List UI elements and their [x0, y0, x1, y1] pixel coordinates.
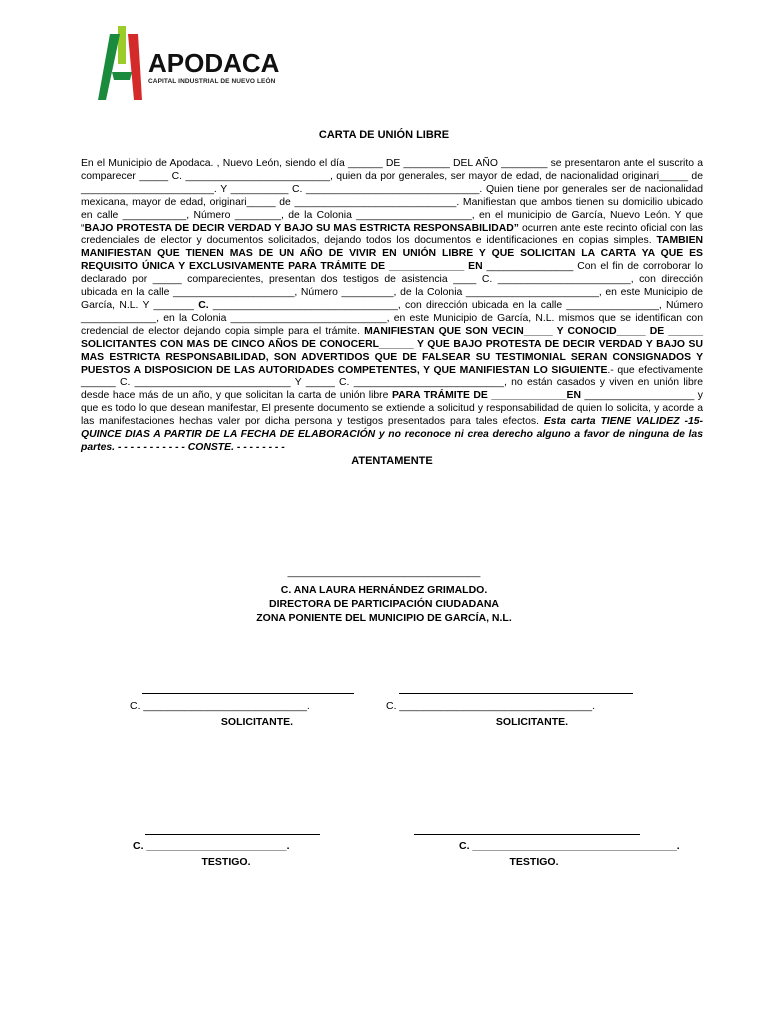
applicant-left-signature-line	[142, 693, 354, 694]
main-paragraph	[81, 158, 703, 455]
bold-text: BAJO PROTESTA DE DECIR VERDAD Y BAJO SU MAS ESTRICTA RESPONSABILIDAD”	[84, 222, 519, 234]
signatory-zone: ZONA PONIENTE DEL MUNICIPIO DE GARCÍA, N.L.	[256, 612, 512, 624]
witness-right-name: C. ___________________________________.	[459, 840, 680, 852]
bold-text: C.	[198, 299, 209, 311]
document-title: CARTA DE UNIÓN LIBRE	[318, 129, 450, 141]
validity-note: Esta carta TIENE VALIDEZ -15-QUINCE DIAS A PARTIR DE LA FECHA DE ELABORACIÓN y no reconoce ni crea derecho alguno a favor de ninguna de las partes. - - - - - - - - - - - CONSTE. - - - - - - - -	[81, 416, 704, 453]
paragraph-text: En el Municipio de Apodaca. , Nuevo León, siendo el día ______ DE ________ DEL AÑO ________ se presentaron ante el suscrito a comparecer _____ C. _________________________, quien da por generales, ser mayor de edad, de nacionalidad originari_____ de _______________________. Y __________ C. ______________________________. Quien tiene por generales ser de nacionalidad mexicana, mayor de edad, originari_____ de ____________________________. Manifiestan que ambos tienen su domicilio ubicado en calle ___________, Número ________, de la Colonia ____________________, en el municipio de García, Nuevo León. Y que “	[81, 158, 703, 234]
witness-left-name: C. ________________________.	[133, 840, 290, 852]
signatory-name: C. ANA LAURA HERNÁNDEZ GRIMALDO.	[280, 584, 488, 596]
bold-text: TAMBIEN MANIFIESTAN QUE TIENEN MAS DE UN AÑO DE VIVIR EN UNIÓN LIBRE Y QUE SOLICITAN LA CARTA YA QUE ES REQUISITO ÚNICA Y EXCLUSIVAMENTE PARA TRÁMITE DE _____________ EN	[81, 235, 703, 273]
witness-right-signature-line	[414, 834, 640, 835]
applicant-left-name: C. ____________________________.	[130, 700, 310, 712]
apodaca-logo	[98, 24, 278, 102]
logo-wordmark: APODACA	[148, 48, 280, 78]
bold-text: MANIFIESTAN QUE SON VECIN_____ Y CONOCID_____ DE ______ SOLICITANTES CON MAS DE CINCO AÑOS DE CONOCERL______ Y QUE BAJO PROTESTA DE DECIR VERDAD Y BAJO SU MAS ESTRICTA RESPONSABILIDAD, SON ADVERTIDOS QUE DE FALSEAR SU TESTIMONIAL SERAN CONSIGNADOS Y PUESTOS A DISPOSICION DE LAS AUTORIDADES COMPETENTES, Y QUE MANIFIESTAN LO SIGUIENTE	[81, 325, 703, 376]
paragraph-text: _______________ Con el fin de corroborar lo declarado por _____ comparecientes, presentan dos testigos de asistencia ____ C. _______________________, con dirección ubicada en la calle _____________________, Número _________, de la Colonia _______________________, en este Municipio de García, N.L. Y _______	[81, 261, 703, 311]
closing-atentamente: ATENTAMENTE	[351, 454, 433, 467]
applicant-right-name: C. _________________________________.	[386, 700, 596, 712]
witness-right-label: TESTIGO.	[509, 856, 559, 868]
witness-left-label: TESTIGO.	[201, 856, 251, 868]
paragraph-text: ________________________________, con dirección ubicada en la calle ________________, Número _____________, en la Colonia ___________________________, en este Municipio de García, N.L. mismos que se identifican con credencial de elector dejando copia simple para el trámite.	[81, 299, 704, 337]
signatory-role: DIRECTORA DE PARTICIPACIÓN CIUDADANA	[268, 598, 500, 610]
applicant-left-label: SOLICITANTE.	[220, 716, 294, 728]
signatory-line: _________________________________	[287, 566, 481, 578]
bold-text: PARA TRÁMITE DE _____________EN	[391, 390, 581, 402]
paragraph-text: .- que efectivamente ______ C. ___________________________ Y _____ C. __________________________, no están casados y viven en unión libre desde hace más de un año, y que solicitan la carta de unión libre	[81, 364, 703, 402]
paragraph-text: .	[536, 416, 544, 428]
paragraph-text: ocurren ante este recinto oficial con las credenciales de elector y documentos solicitados, dejando todos los documentos e identificaciones en copias simples.	[81, 222, 704, 247]
witness-left-signature-line	[145, 834, 320, 835]
applicant-right-signature-line	[399, 693, 633, 694]
paragraph-text: ___________________ y que es todo lo que desean manifestar, El presente documento se extiende a solicitud y responsabilidad de quien lo solicita, y acorde a las manifestaciones hechas valer por dicha persona y testigos presentados para tales efectos	[81, 390, 703, 428]
applicant-right-label: SOLICITANTE.	[495, 716, 569, 728]
document-body	[81, 158, 703, 468]
logo-tagline: CAPITAL INDUSTRIAL DE NUEVO LEÓN	[148, 78, 276, 85]
logo-mark-icon	[98, 24, 148, 102]
